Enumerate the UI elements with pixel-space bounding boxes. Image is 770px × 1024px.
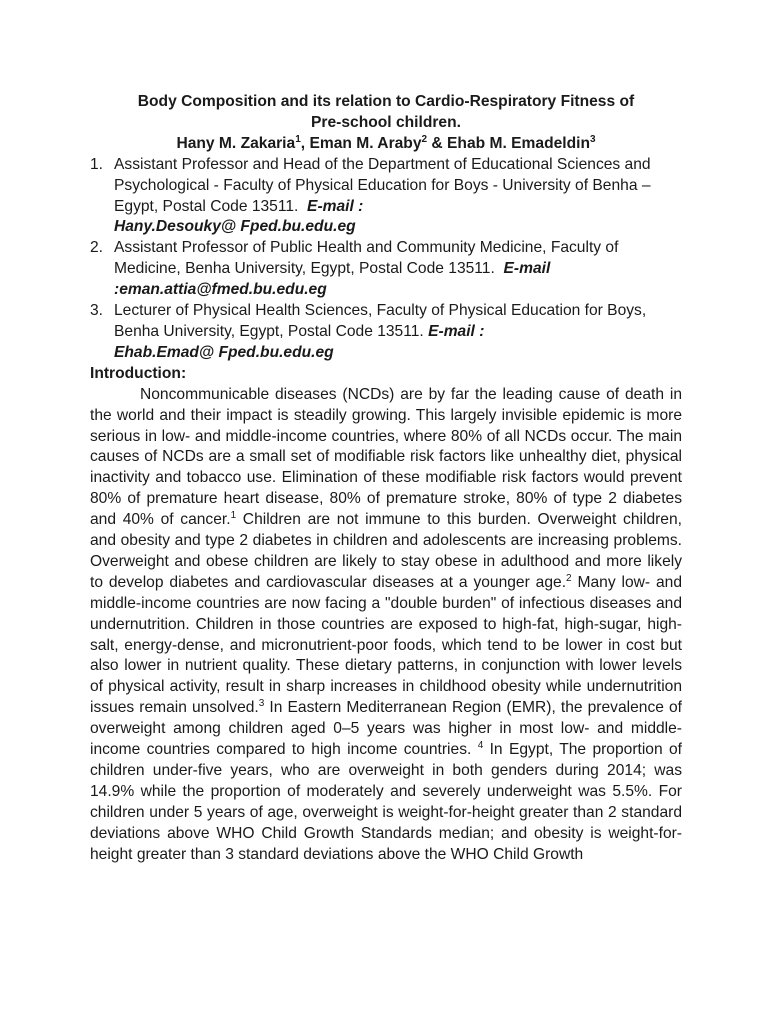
- affiliation-text: Assistant Professor and Head of the Department of Educational Sciences and Psychological - Faculty of Physical Education for Boys - University of Benha – Egypt, Postal Code 13511.: [114, 155, 651, 215]
- author-affiliation-marker: 2: [421, 133, 428, 145]
- affiliation-number: 2.: [90, 239, 104, 257]
- body-text-segment: In Eastern Mediterranean Region (EMR), the prevalence of overweight among children aged 0–5 years was higher in most low- and middle-income countries compared to high income countries.: [90, 699, 682, 759]
- author-affiliation-marker: 1: [295, 133, 301, 145]
- affiliation-item: [90, 238, 682, 301]
- citation-ref: 2: [566, 572, 572, 584]
- affiliation-text: Lecturer of Physical Health Sciences, Faculty of Physical Education for Boys, Benha University, Egypt, Postal Code 13511.: [114, 302, 647, 340]
- body-text-segment: Many low- and middle-income countries are now facing a "double burden" of infectious diseases and undernutrition. Children in those countries are exposed to high-fat, high-sugar, high-salt, energy-dense, and micronutrient-poor foods, which tend to be lower in cost but also lower in nutrient quality. These dietary patterns, in conjunction with lower levels of physical activity, result in sharp increases in childhood obesity while undernutrition issues remain unsolved.: [90, 573, 682, 717]
- body-text-segment: In Egypt, The proportion of children under-five years, who are overweight in both genders during 2014; was 14.9% while the proportion of moderately and severely underweight was 5.5%. For children under 5 years of age, overweight is weight-for-height greater than 2 standard deviations above WHO Child Growth Standards median; and obesity is weight-for-height greater than 3 standard deviations above the WHO Child Growth: [90, 741, 683, 863]
- paper-page: [90, 92, 682, 866]
- affiliation-number: 3.: [90, 302, 104, 320]
- affiliation-number: 1.: [90, 155, 104, 173]
- title-line-1: Body Composition and its relation to Cardio-Respiratory Fitness of: [137, 93, 635, 110]
- author-name: Ehab M. Emadeldin: [447, 134, 590, 152]
- author-affiliation-marker: 3: [589, 133, 596, 145]
- email-label: E-mail :: [307, 197, 364, 215]
- email-address[interactable]: Ehab.Emad@ Fped.bu.edu.eg: [114, 343, 334, 361]
- author-name: Hany M. Zakaria: [176, 134, 296, 152]
- affiliation-item: [90, 155, 682, 239]
- citation-ref: 3: [258, 698, 265, 710]
- email-label: E-mail :: [428, 322, 485, 340]
- email-address[interactable]: :eman.attia@fmed.bu.edu.eg: [114, 281, 327, 299]
- author-separator: ,: [300, 134, 310, 152]
- email-label: E-mail: [503, 260, 551, 278]
- affiliation-list: [90, 155, 682, 364]
- body-text-segment: Children are not immune to this burden. Overweight children, and obesity and type 2 diabetes in children and adolescents are increasing problems. Overweight and obese children are likely to stay obese in adulthood and more likely to develop diabetes and cardiovascular diseases at a younger age.: [90, 511, 682, 591]
- paper-title: [90, 92, 682, 134]
- affiliation-text: Assistant Professor of Public Health and Community Medicine, Faculty of Medicine, Benha University, Egypt, Postal Code 13511.: [114, 239, 619, 278]
- affiliation-item: [90, 301, 682, 364]
- citation-ref: 4: [477, 740, 484, 752]
- author-name: Eman M. Araby: [309, 134, 422, 152]
- section-heading-introduction: Introduction:: [90, 364, 187, 382]
- introduction-paragraph: [90, 385, 682, 866]
- author-separator: &: [427, 134, 448, 152]
- citation-ref: 1: [230, 510, 237, 522]
- body-text-segment: Noncommunicable diseases (NCDs) are by far the leading cause of death in the world and their impact is steadily growing. This largely invisible epidemic is more serious in low- and middle-income countries, where 80% of all NCDs occur. The main causes of NCDs are a small set of modifiable risk factors like unhealthy diet, physical inactivity and tobacco use. Elimination of these modifiable risk factors would prevent 80% of premature heart disease, 80% of premature stroke, 80% of type 2 diabetes and 40% of cancer.: [90, 385, 682, 529]
- email-address[interactable]: Hany.Desouky@ Fped.bu.edu.eg: [114, 218, 356, 236]
- author-list: [90, 134, 682, 155]
- title-line-2: Pre-school children.: [311, 113, 461, 131]
